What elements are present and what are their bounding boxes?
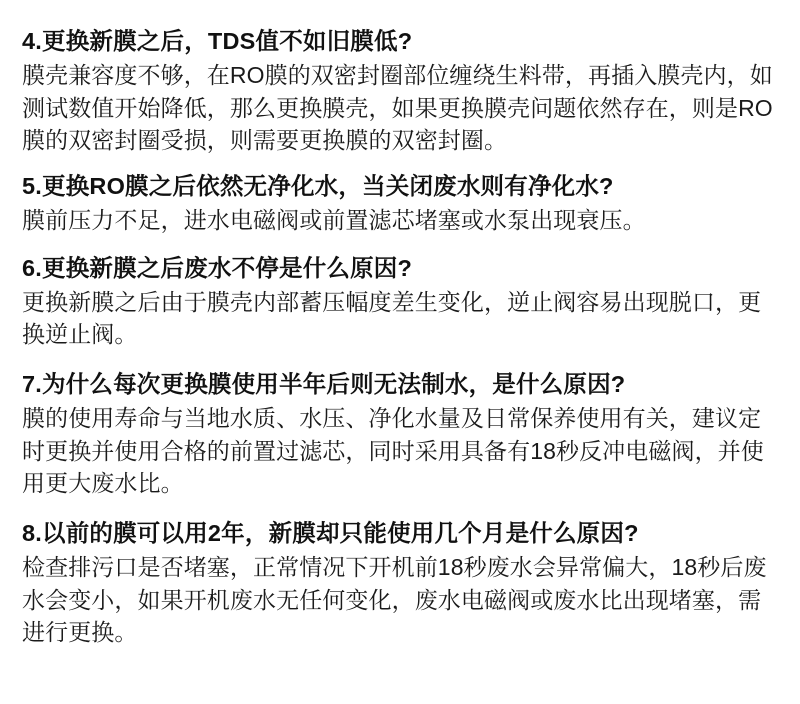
faq-number: 6. (22, 254, 42, 281)
faq-question-text: 以前的膜可以用2年，新膜却只能使用几个月是什么原因? (42, 519, 639, 546)
faq-question (22, 369, 778, 400)
faq-question-text: 为什么每次更换膜使用半年后则无法制水，是什么原因? (42, 370, 626, 397)
faq-question (22, 171, 778, 202)
faq-number: 5. (22, 172, 42, 199)
faq-item (22, 369, 778, 500)
faq-item (22, 26, 778, 157)
faq-question (22, 26, 778, 57)
faq-item (22, 253, 778, 351)
faq-answer: 膜前压力不足，进水电磁阀或前置滤芯堵塞或水泵出现衰压。 (22, 207, 646, 233)
faq-question-text: 更换新膜之后废水不停是什么原因? (42, 254, 413, 281)
faq-number: 7. (22, 370, 42, 397)
faq-question (22, 518, 778, 549)
faq-item (22, 518, 778, 649)
faq-answer: 膜的使用寿命与当地水质、水压、净化水量及日常保养使用有关，建议定时更换并使用合格的前置过滤芯，同时采用具备有18秒反冲电磁阀，并使用更大废水比。 (22, 405, 764, 497)
faq-number: 8. (22, 519, 42, 546)
faq-question (22, 253, 778, 284)
faq-item (22, 171, 778, 237)
faq-answer: 膜壳兼容度不够，在RO膜的双密封圈部位缠绕生料带，再插入膜壳内，如测试数值开始降低，那么更换膜壳，如果更换膜壳问题依然存在，则是RO膜的双密封圈受损，则需要更换膜的双密封圈。 (22, 62, 773, 154)
faq-answer: 更换新膜之后由于膜壳内部蓄压幅度差生变化，逆止阀容易出现脱口，更换逆止阀。 (22, 288, 762, 348)
faq-question-text: 更换新膜之后，TDS值不如旧膜低? (42, 28, 413, 54)
faq-question-text: 更换RO膜之后依然无净化水，当关闭废水则有净化水? (42, 172, 614, 199)
faq-answer: 检查排污口是否堵塞，正常情况下开机前18秒废水会异常偏大，18秒后废水会变小，如果开机废水无任何变化，废水电磁阀或废水比出现堵塞，需进行更换。 (22, 553, 767, 646)
faq-number: 4. (22, 28, 42, 54)
